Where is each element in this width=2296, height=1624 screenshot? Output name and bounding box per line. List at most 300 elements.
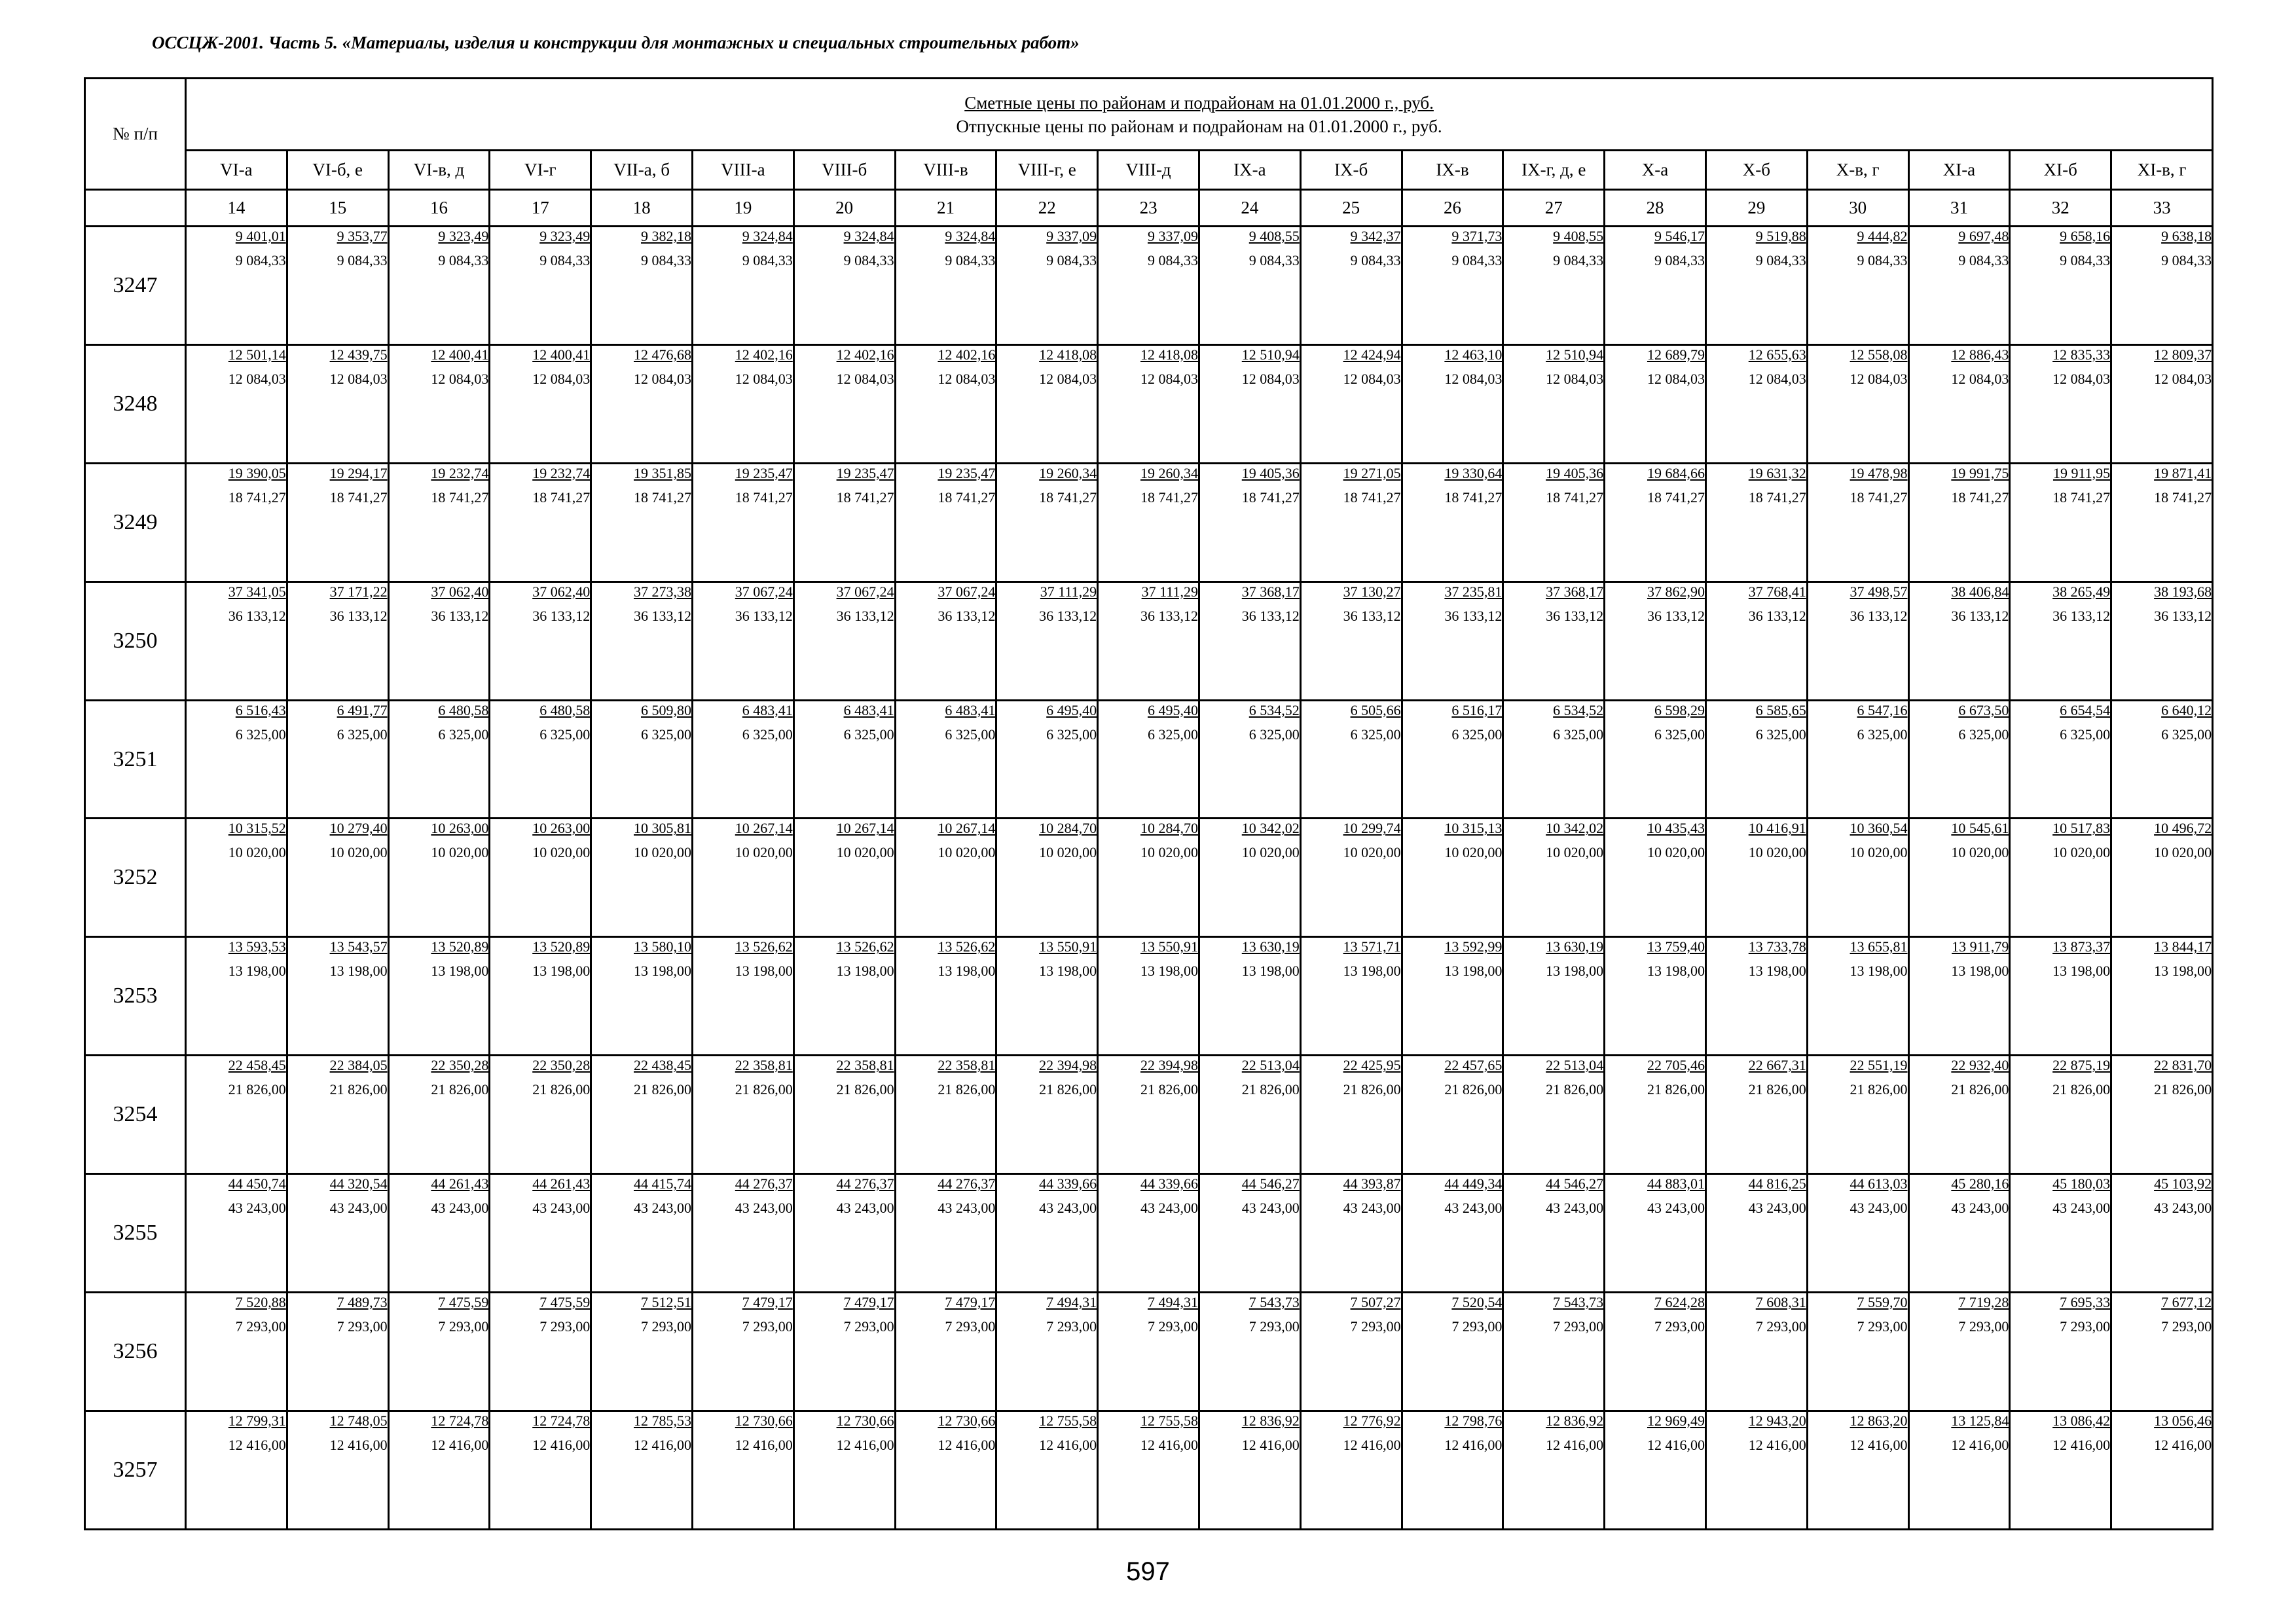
estimated-price: 7 494,31 [1147, 1294, 1198, 1311]
release-price: 10 020,00 [1140, 844, 1198, 861]
price-cell [186, 344, 287, 463]
release-price: 12 416,00 [1444, 1436, 1503, 1453]
row-number: 3256 [85, 1293, 186, 1411]
estimated-price-wrap [997, 583, 1097, 599]
price-cell [895, 1056, 996, 1174]
estimated-price-wrap [1403, 1056, 1503, 1073]
release-price: 36 133,12 [1850, 607, 1908, 624]
price-cell [1402, 463, 1503, 581]
estimated-price: 6 547,16 [1857, 701, 1908, 718]
estimated-price-wrap [896, 1056, 996, 1073]
price-cell [1300, 1056, 1402, 1174]
release-price: 12 416,00 [1546, 1436, 1604, 1453]
estimated-price: 10 416,91 [1748, 820, 1806, 837]
price-cell [1199, 937, 1300, 1056]
table-body [85, 227, 2213, 1530]
price-cell [591, 463, 693, 581]
estimated-price-wrap [896, 701, 996, 718]
release-price: 6 325,00 [235, 726, 286, 743]
release-price: 10 020,00 [329, 844, 388, 861]
estimated-price: 13 056,46 [2154, 1412, 2212, 1429]
price-cell [287, 819, 388, 937]
price-cell [1705, 581, 1807, 700]
estimated-price: 10 496,72 [2154, 820, 2212, 837]
release-price: 12 084,03 [1951, 370, 2009, 387]
estimated-price: 13 592,99 [1444, 938, 1503, 955]
estimated-price: 37 235,81 [1444, 583, 1503, 600]
estimated-price: 22 358,81 [836, 1057, 894, 1074]
estimated-price: 7 624,28 [1654, 1294, 1705, 1311]
estimated-price-wrap [1200, 346, 1300, 362]
estimated-price-wrap [795, 227, 894, 244]
estimated-price: 10 267,14 [836, 820, 894, 837]
estimated-price-wrap [693, 819, 793, 836]
estimated-price: 7 512,51 [640, 1294, 691, 1311]
price-cell [996, 1056, 1098, 1174]
estimated-price-wrap [592, 938, 691, 954]
estimated-price-wrap [187, 583, 286, 599]
release-price: 43 243,00 [228, 1200, 286, 1217]
estimated-price-wrap [2011, 701, 2110, 718]
release-price: 36 133,12 [228, 607, 286, 624]
price-cell [1807, 344, 1908, 463]
price-cell [186, 463, 287, 581]
release-price: 7 293,00 [1654, 1318, 1705, 1335]
estimated-price: 10 299,74 [1343, 820, 1401, 837]
release-price: 21 826,00 [329, 1081, 388, 1098]
estimated-price-wrap [1099, 464, 1198, 481]
estimated-price: 6 598,29 [1654, 701, 1705, 718]
release-price: 6 325,00 [1755, 726, 1806, 743]
release-price: 36 133,12 [1039, 607, 1097, 624]
region-header: XI-б [2010, 151, 2111, 190]
estimated-price-wrap [592, 1412, 691, 1428]
column-number: 15 [287, 190, 388, 227]
estimated-price: 6 505,66 [1350, 701, 1401, 718]
release-price: 18 741,27 [532, 489, 591, 506]
release-price: 43 243,00 [532, 1200, 591, 1217]
estimated-price: 12 402,16 [938, 346, 996, 363]
estimated-price-wrap [1808, 701, 1908, 718]
estimated-price: 12 418,08 [1140, 346, 1198, 363]
estimated-price: 44 276,37 [735, 1175, 793, 1192]
estimated-price-wrap [1910, 464, 2009, 481]
estimated-price-wrap [795, 1293, 894, 1310]
release-price: 9 084,33 [1350, 252, 1401, 268]
estimated-price-wrap [187, 1056, 286, 1073]
estimated-price-wrap [1808, 1293, 1908, 1310]
price-cell [1705, 1293, 1807, 1411]
release-price: 21 826,00 [1748, 1081, 1806, 1098]
estimated-price-wrap [1707, 464, 1806, 481]
price-cell [1300, 937, 1402, 1056]
estimated-price: 7 479,17 [843, 1294, 894, 1311]
estimated-price-wrap [1504, 819, 1603, 836]
estimated-price: 38 265,49 [2052, 583, 2111, 600]
release-price: 12 416,00 [735, 1436, 793, 1453]
estimated-price-wrap [795, 464, 894, 481]
price-cell [1199, 1293, 1300, 1411]
column-number: 17 [490, 190, 591, 227]
estimated-price-wrap [1504, 1412, 1603, 1428]
release-price: 21 826,00 [2052, 1081, 2111, 1098]
estimated-price-wrap [1808, 1412, 1908, 1428]
estimated-price: 10 267,14 [735, 820, 793, 837]
estimated-price-wrap [2011, 1056, 2110, 1073]
column-number: 18 [591, 190, 693, 227]
price-cell [186, 700, 287, 819]
release-price: 10 020,00 [2154, 844, 2212, 861]
price-cell [1300, 819, 1402, 937]
column-number: 21 [895, 190, 996, 227]
release-price: 12 084,03 [1140, 370, 1198, 387]
price-cell [1605, 1411, 1706, 1529]
release-price: 18 741,27 [1951, 489, 2009, 506]
estimated-price-wrap [490, 1175, 590, 1191]
estimated-price-wrap [390, 464, 489, 481]
column-number-blank [85, 190, 186, 227]
price-cell [1605, 581, 1706, 700]
estimated-price: 12 730,66 [836, 1412, 894, 1429]
release-price: 18 741,27 [1647, 489, 1705, 506]
estimated-price-wrap [2011, 227, 2110, 244]
estimated-price-wrap [997, 938, 1097, 954]
estimated-price-wrap [1808, 227, 1908, 244]
release-price: 10 020,00 [1647, 844, 1705, 861]
estimated-price-wrap [2112, 701, 2212, 718]
price-cell [692, 1411, 793, 1529]
estimated-price-wrap [490, 701, 590, 718]
estimated-price-wrap [997, 1056, 1097, 1073]
price-cell [388, 463, 490, 581]
release-price: 6 325,00 [1958, 726, 2009, 743]
price-cell [996, 227, 1098, 345]
estimated-price: 9 353,77 [337, 228, 388, 244]
price-cell [996, 819, 1098, 937]
release-price: 9 084,33 [337, 252, 388, 268]
price-cell [1908, 700, 2010, 819]
release-price: 43 243,00 [633, 1200, 691, 1217]
estimated-price-wrap [1302, 701, 1401, 718]
price-cell [692, 1293, 793, 1411]
estimated-price: 13 526,62 [735, 938, 793, 955]
estimated-price-wrap [187, 346, 286, 362]
estimated-price: 44 546,27 [1241, 1175, 1300, 1192]
price-cell [2111, 1293, 2213, 1411]
estimated-price-wrap [896, 464, 996, 481]
column-number: 31 [1908, 190, 2010, 227]
estimated-price: 22 394,98 [1140, 1057, 1198, 1074]
release-price: 43 243,00 [938, 1200, 996, 1217]
estimated-price-wrap [1707, 819, 1806, 836]
release-price: 13 198,00 [2052, 963, 2111, 980]
column-number: 16 [388, 190, 490, 227]
estimated-price: 13 086,42 [2052, 1412, 2111, 1429]
estimated-price-wrap [288, 464, 388, 481]
row-number: 3251 [85, 700, 186, 819]
estimated-price-wrap [592, 819, 691, 836]
price-cell [1402, 819, 1503, 937]
price-cell [388, 937, 490, 1056]
price-cell [490, 1174, 591, 1293]
estimated-price-wrap [693, 938, 793, 954]
price-cell [996, 1411, 1098, 1529]
estimated-price-wrap [1504, 583, 1603, 599]
region-header: VIII-г, е [996, 151, 1098, 190]
release-price: 43 243,00 [1343, 1200, 1401, 1217]
estimated-price: 44 261,43 [431, 1175, 489, 1192]
estimated-price-wrap [592, 227, 691, 244]
estimated-price: 9 323,49 [438, 228, 489, 244]
estimated-price: 9 638,18 [2161, 228, 2212, 244]
estimated-price: 12 809,37 [2154, 346, 2212, 363]
price-cell [2010, 1056, 2111, 1174]
price-cell [186, 227, 287, 345]
release-price: 43 243,00 [2052, 1200, 2111, 1217]
price-cell [1503, 463, 1605, 581]
column-number: 26 [1402, 190, 1503, 227]
estimated-price: 10 284,70 [1039, 820, 1097, 837]
release-price: 9 084,33 [2161, 252, 2212, 268]
price-cell [2111, 819, 2213, 937]
price-cell [1705, 344, 1807, 463]
estimated-price: 22 932,40 [1951, 1057, 2009, 1074]
region-header: VII-а, б [591, 151, 693, 190]
price-cell [793, 700, 895, 819]
price-cell [186, 819, 287, 937]
estimated-price-wrap [1200, 1175, 1300, 1191]
estimated-price-wrap [1707, 938, 1806, 954]
estimated-price-wrap [1403, 583, 1503, 599]
table-row [85, 937, 2213, 1056]
release-price: 36 133,12 [1140, 607, 1198, 624]
price-cell [490, 227, 591, 345]
release-price: 9 084,33 [742, 252, 793, 268]
estimated-price: 19 871,41 [2154, 464, 2212, 481]
price-cell [1908, 581, 2010, 700]
estimated-price-wrap [288, 1056, 388, 1073]
estimated-price-wrap [795, 583, 894, 599]
release-price: 12 416,00 [938, 1436, 996, 1453]
release-price: 7 293,00 [438, 1318, 489, 1335]
price-cell [1098, 1174, 1199, 1293]
release-price: 6 325,00 [438, 726, 489, 743]
estimated-price-wrap [1808, 464, 1908, 481]
estimated-price: 19 260,34 [1039, 464, 1097, 481]
release-price: 36 133,12 [938, 607, 996, 624]
estimated-price-wrap [2011, 583, 2110, 599]
estimated-price: 12 418,08 [1039, 346, 1097, 363]
estimated-price: 13 526,62 [938, 938, 996, 955]
release-price: 36 133,12 [1343, 607, 1401, 624]
estimated-price: 37 273,38 [633, 583, 691, 600]
estimated-price-wrap [1707, 1056, 1806, 1073]
release-price: 12 416,00 [1241, 1436, 1300, 1453]
estimated-price: 7 677,12 [2161, 1294, 2212, 1311]
estimated-price: 12 400,41 [532, 346, 591, 363]
estimated-price-wrap [2112, 938, 2212, 954]
release-price: 6 325,00 [1046, 726, 1097, 743]
estimated-price-wrap [1707, 346, 1806, 362]
release-price: 12 084,03 [431, 370, 489, 387]
price-cell [1605, 819, 1706, 937]
estimated-price: 10 263,00 [431, 820, 489, 837]
price-cell [287, 1174, 388, 1293]
price-cell [1605, 1056, 1706, 1174]
region-header: VIII-а [692, 151, 793, 190]
estimated-price-wrap [896, 1293, 996, 1310]
release-price: 7 293,00 [1147, 1318, 1198, 1335]
release-price: 10 020,00 [431, 844, 489, 861]
release-price: 36 133,12 [1647, 607, 1705, 624]
estimated-price: 19 911,95 [2052, 464, 2111, 481]
estimated-price: 22 457,65 [1444, 1057, 1503, 1074]
price-cell [1402, 700, 1503, 819]
release-price: 12 084,03 [836, 370, 894, 387]
estimated-price: 45 280,16 [1951, 1175, 2009, 1192]
release-price: 12 084,03 [228, 370, 286, 387]
price-cell [1098, 937, 1199, 1056]
estimated-price-wrap [1808, 938, 1908, 954]
price-cell [388, 1411, 490, 1529]
release-price: 13 198,00 [836, 963, 894, 980]
release-price: 18 741,27 [1546, 489, 1604, 506]
estimated-price: 13 526,62 [836, 938, 894, 955]
estimated-price-wrap [795, 346, 894, 362]
estimated-price-wrap [1403, 346, 1503, 362]
release-price: 12 416,00 [228, 1436, 286, 1453]
release-price: 7 293,00 [235, 1318, 286, 1335]
price-cell [1605, 937, 1706, 1056]
estimated-price-wrap [1099, 1293, 1198, 1310]
estimated-price: 44 320,54 [329, 1175, 388, 1192]
estimated-price-wrap [896, 1175, 996, 1191]
price-cell [1503, 344, 1605, 463]
estimated-price-wrap [1605, 819, 1705, 836]
estimated-price-wrap [997, 346, 1097, 362]
estimated-price: 22 667,31 [1748, 1057, 1806, 1074]
release-price: 36 133,12 [329, 607, 388, 624]
estimated-price: 19 405,36 [1546, 464, 1604, 481]
estimated-price-wrap [187, 938, 286, 954]
price-cell [388, 819, 490, 937]
estimated-price: 12 943,20 [1748, 1412, 1806, 1429]
estimated-price: 22 831,70 [2154, 1057, 2212, 1074]
release-price: 9 084,33 [1654, 252, 1705, 268]
estimated-price: 12 836,92 [1546, 1412, 1604, 1429]
release-price: 36 133,12 [1951, 607, 2009, 624]
release-price: 13 198,00 [1546, 963, 1604, 980]
estimated-price: 9 401,01 [235, 228, 286, 244]
release-price: 10 020,00 [1546, 844, 1604, 861]
estimated-price-wrap [1099, 1175, 1198, 1191]
estimated-price-wrap [1403, 701, 1503, 718]
price-cell [1098, 1293, 1199, 1411]
column-number: 30 [1807, 190, 1908, 227]
estimated-price: 9 408,55 [1553, 228, 1604, 244]
estimated-price-wrap [1302, 819, 1401, 836]
release-price: 7 293,00 [1350, 1318, 1401, 1335]
region-header: IX-а [1199, 151, 1300, 190]
estimated-price-wrap [390, 819, 489, 836]
price-cell [591, 581, 693, 700]
price-cell [793, 1411, 895, 1529]
estimated-price: 37 862,90 [1647, 583, 1705, 600]
release-price: 21 826,00 [228, 1081, 286, 1098]
estimated-price-wrap [1504, 346, 1603, 362]
estimated-price-wrap [1099, 938, 1198, 954]
price-cell [2010, 700, 2111, 819]
estimated-price-wrap [1910, 1412, 2009, 1428]
release-price: 43 243,00 [431, 1200, 489, 1217]
release-price: 13 198,00 [1241, 963, 1300, 980]
estimated-price-wrap [2011, 1293, 2110, 1310]
estimated-price: 12 424,94 [1343, 346, 1401, 363]
estimated-price: 44 276,37 [836, 1175, 894, 1192]
estimated-price: 6 491,77 [337, 701, 388, 718]
price-cell [996, 700, 1098, 819]
release-price: 6 325,00 [1147, 726, 1198, 743]
estimated-price-wrap [1403, 1293, 1503, 1310]
estimated-price-wrap [795, 819, 894, 836]
region-header: X-в, г [1807, 151, 1908, 190]
release-price: 6 325,00 [337, 726, 388, 743]
estimated-price-wrap [1200, 583, 1300, 599]
price-cell [490, 700, 591, 819]
price-cell [1199, 1056, 1300, 1174]
price-cell [186, 1056, 287, 1174]
estimated-price-wrap [592, 701, 691, 718]
estimated-price-wrap [693, 1056, 793, 1073]
price-cell [1503, 1411, 1605, 1529]
estimated-price-wrap [187, 819, 286, 836]
estimated-price: 9 323,49 [539, 228, 591, 244]
price-cell [1605, 1174, 1706, 1293]
release-price: 12 084,03 [1647, 370, 1705, 387]
column-number-row [85, 190, 2213, 227]
estimated-price-wrap [2112, 819, 2212, 836]
column-number: 32 [2010, 190, 2111, 227]
estimated-price: 7 475,59 [438, 1294, 489, 1311]
price-cell [490, 344, 591, 463]
price-cell [793, 937, 895, 1056]
estimated-price-wrap [1200, 1293, 1300, 1310]
price-cell [2010, 1411, 2111, 1529]
estimated-price: 6 509,80 [640, 701, 691, 718]
price-cell [1908, 1056, 2010, 1174]
estimated-price: 19 260,34 [1140, 464, 1198, 481]
release-price: 18 741,27 [1343, 489, 1401, 506]
estimated-price-wrap [1910, 583, 2009, 599]
estimated-price: 6 640,12 [2161, 701, 2212, 718]
price-cell [793, 227, 895, 345]
price-cell [895, 937, 996, 1056]
release-price: 10 020,00 [633, 844, 691, 861]
estimated-price-wrap [1200, 1412, 1300, 1428]
table-title [186, 79, 2213, 151]
estimated-price-wrap [390, 227, 489, 244]
table-row [85, 1056, 2213, 1174]
estimated-price: 12 402,16 [735, 346, 793, 363]
release-price: 10 020,00 [1748, 844, 1806, 861]
release-price: 12 416,00 [633, 1436, 691, 1453]
estimated-price: 13 630,19 [1241, 938, 1300, 955]
release-price: 13 198,00 [1850, 963, 1908, 980]
price-cell [1300, 700, 1402, 819]
estimated-price-wrap [1403, 227, 1503, 244]
estimated-price-wrap [288, 938, 388, 954]
price-cell [1807, 463, 1908, 581]
